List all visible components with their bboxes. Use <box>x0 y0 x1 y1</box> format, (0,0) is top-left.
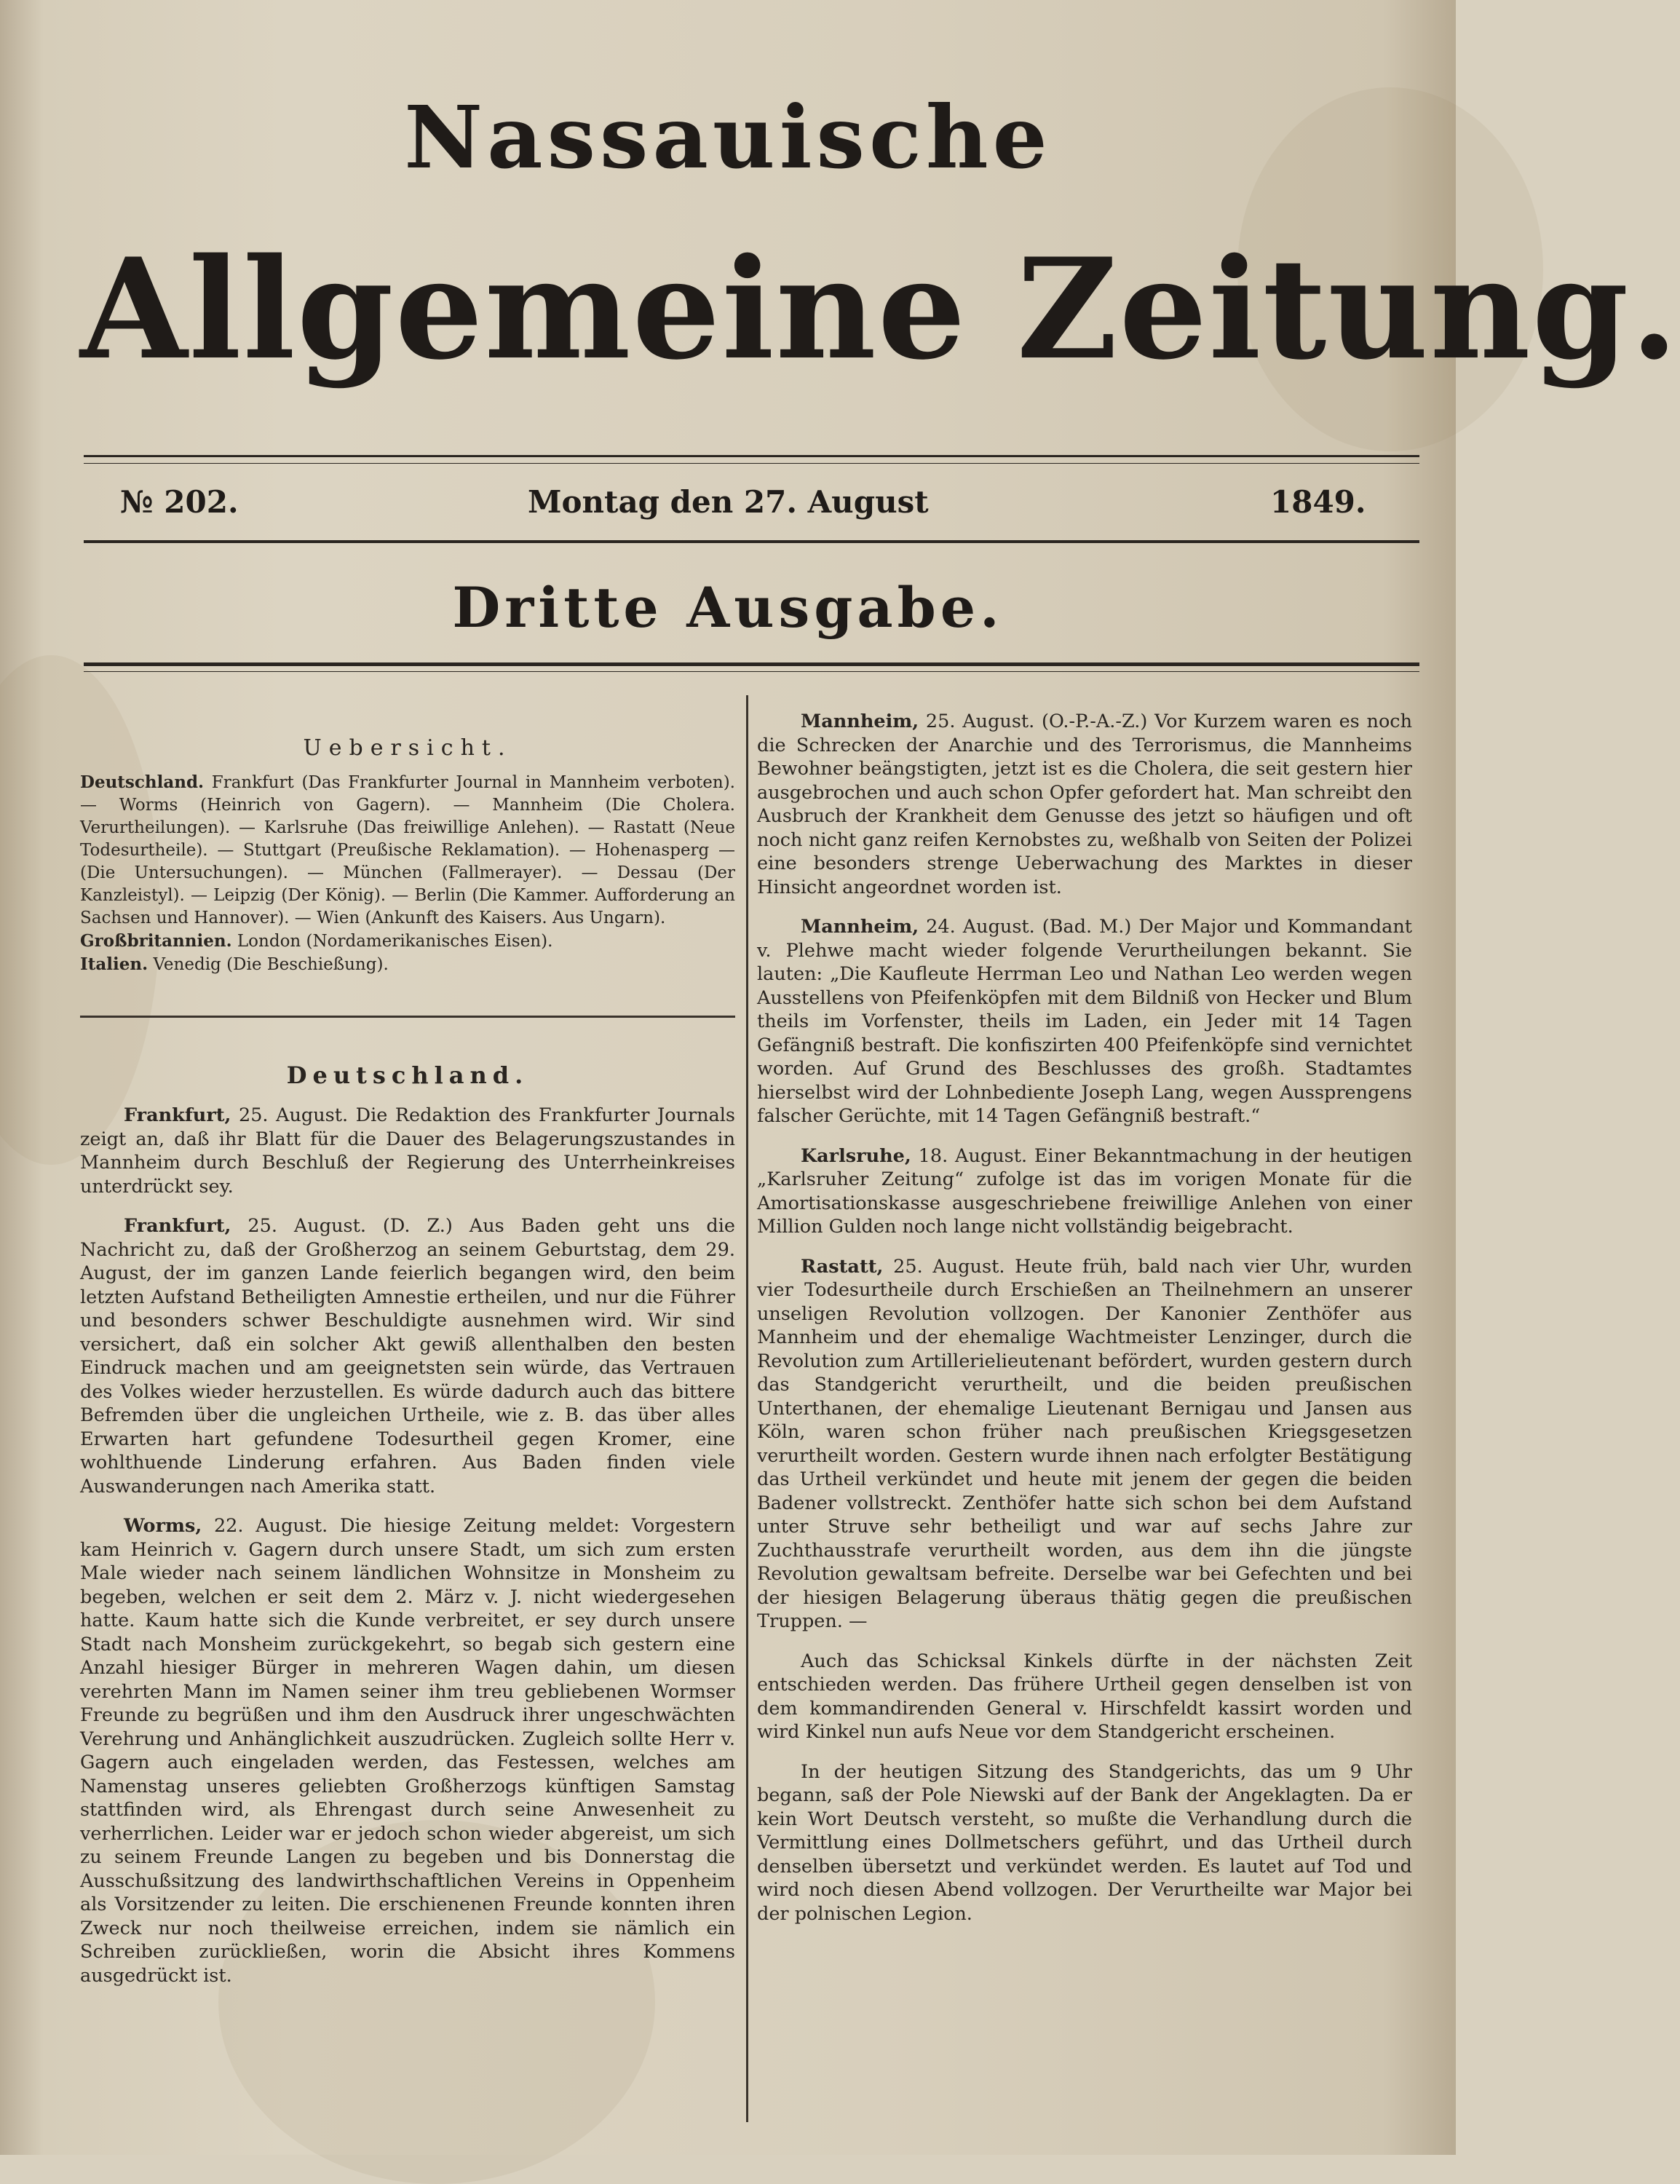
left-column <box>80 699 735 1987</box>
masthead-rule-top <box>84 455 1419 457</box>
article <box>757 1650 1412 1744</box>
issue-year: 1849. <box>1270 484 1366 520</box>
section-head-deutschland: Deutschland. <box>286 1061 529 1089</box>
article <box>757 1144 1412 1239</box>
overview-country: Italien. <box>80 954 148 974</box>
article-place: Rastatt, <box>801 1255 884 1278</box>
article-place: Frankfurt, <box>124 1104 231 1126</box>
issue-number: № 202. <box>120 484 239 520</box>
overview-text: Venedig (Die Beschießung). <box>153 955 389 974</box>
masthead-line-1: Nassauische <box>404 87 1052 188</box>
article <box>757 710 1412 899</box>
issue-date: Montag den 27. August <box>528 484 929 520</box>
article-place: Mannheim, <box>801 711 919 732</box>
column-divider <box>746 695 748 2122</box>
overview-title: Uebersicht. <box>303 735 512 761</box>
article-text: 25. August. (D. Z.) Aus Baden geht uns die Nachricht zu, daß der Großherzog an seinem Geburtstag, dem 29. August, der im ganzen Lande feierlich begangen wird, den beim letzten Aufstand Betheiligten Amnestie ertheilen, und nur die Führer und besonders schwer Beschuldigte ausnehmen wird. Wir sind versichert, daß ein solcher Akt gewiß allenthalben den besten Eindruck machen und am geeignetsten sein würde, das Vertrauen des Volkes wieder herzustellen. Es würde dadurch auch das bittere Befremden über die ungleichen Urtheile, wie z. B. das über alles Erwarten hart gefundene Todesurtheil gegen Kromer, eine wohlthuende Linderung erfahren. Aus Baden finden viele Auswanderungen nach Amerika statt. <box>80 1215 735 1497</box>
overview-text: London (Nordamerikanisches Eisen). <box>237 932 553 951</box>
right-column <box>757 710 1412 1926</box>
article-place: Worms, <box>124 1515 202 1537</box>
article-text: Auch das Schicksal Kinkels dürfte in der nächsten Zeit entschieden werden. Das frühere Urtheil gegen denselben ist von dem kommandirenden General v. Hirschfeldt kassirt worden und wird Kinkel nun aufs Neue vor dem Standgericht erscheinen. <box>757 1650 1412 1743</box>
article-text: 25. August. (O.-P.-A.-Z.) Vor Kurzem waren es noch die Schrecken der Anarchie und des Terrorismus, die Mannheims Bewohner beängstigten, jetzt ist es die Cholera, die seit gestern hier ausgebrochen und auch schon Opfer gefordert hat. Man schreibt den Ausbruch der Krankheit dem Genusse des jetzt so häufigen und oft noch nicht ganz reifen Kernobstes zu, weßhalb von Seiten der Polizei eine besonders strenge Ueberwachung des Marktes in dieser Hinsicht angeordnet worden ist. <box>757 711 1412 898</box>
article-place: Frankfurt, <box>124 1215 231 1237</box>
overview-country: Deutschland. <box>80 772 205 792</box>
edition-title: Dritte Ausgabe. <box>452 575 1004 640</box>
masthead-rule-top-thin <box>84 463 1419 464</box>
edition-rule-thin <box>84 671 1419 672</box>
article <box>80 1214 735 1498</box>
article-text: 22. August. Die hiesige Zeitung meldet: Vorgestern kam Heinrich v. Gagern durch unsere Stadt, um sich zum ersten Male wieder nach seinem ländlichen Wohnsitze in Monsheim zu begeben, welchen er seit dem 2. März v. J. nicht wiedergesehen hatte. Kaum hatte sich die Kunde verbreitet, er sey durch unsere Stadt nach Monsheim zurückgekehrt, so begab sich gestern eine Anzahl hiesiger Bürger in mehreren Wagen dahin, um diesen verehrten Mann im Namen seiner ihm treu gebliebenen Wormser Freunde zu begrüßen und ihm den Ausdruck ihrer ungeschwächten Verehrung und Anhänglichkeit auszudrücken. Zugleich sollte Herr v. Gagern auch eingeladen werden, das Festessen, welches am Namenstag unseres geliebten Großherzogs künftigen Samstag stattfinden wird, als Ehrengast durch seine Anwesenheit zu verherrlichen. Leider war er jedoch schon wieder abgereist, um sich zu seinem Freunde Langen zu begeben und bis Donnerstag die Ausschußsitzung des landwirthschaftlichen Vereins in Oppenheim als Vorsitzender zu leiten. Die erschienenen Freunde konnten ihren Zweck nur noch theilweise erreichen, indem sie nämlich ein Schreiben zurückließen, worin die Absicht ihres Kommens ausgedrückt ist. <box>80 1515 736 1987</box>
article-text: 18. August. Einer Bekanntmachung in der heutigen „Karlsruher Zeitung“ zufolge ist das im vorigen Monate für die Amortisationskasse ausgeschriebene freiwillige Anlehen von einer Million Gulden noch lange nicht vollständig beigebracht. <box>757 1144 1412 1238</box>
overview-entry <box>80 930 735 953</box>
article <box>80 1514 735 1987</box>
dateline-rule <box>84 540 1419 543</box>
article <box>757 915 1412 1128</box>
article <box>757 1255 1412 1634</box>
article <box>757 1760 1412 1926</box>
overview-entry <box>80 953 735 976</box>
article-place: Karlsruhe, <box>801 1144 911 1167</box>
overview-text: Frankfurt (Das Frankfurter Journal in Mannheim verboten). — Worms (Heinrich von Gagern). — Mannheim (Die Cholera. Verurtheilungen). — Karlsruhe (Das freiwillige Anlehen). — Rastatt (Neue Todesurtheile). — Stuttgart (Preußische Reklamation). — Hohenasperg — (Die Untersuchungen). — München (Fallmerayer). — Dessau (Der Kanzleistyl). — Leipzig (Der König). — Berlin (Die Kammer. Aufforderung an Sachsen und Hannover). — Wien (Ankunft des Kaisers. Aus Ungarn). <box>80 773 735 927</box>
masthead-line-2: Allgemeine Zeitung. <box>80 228 1680 390</box>
article <box>80 1104 735 1198</box>
overview-entry <box>80 771 735 930</box>
article-text: In der heutigen Sitzung des Standgerichts, das um 9 Uhr begann, saß der Pole Niewski auf der Bank der Angeklagten. Da er kein Wort Deutsch versteht, so mußte die Verhandlung durch die Vermittlung eines Dollmetschers geführt, und das Urtheil durch denselben übersetzt und verkündet werden. Es lautet auf Tod und wird noch diesen Abend vollzogen. Der Verurtheilte war Major bei der polnischen Legion. <box>757 1760 1412 1925</box>
article-text: 24. August. (Bad. M.) Der Major und Kommandant v. Plehwe macht wieder folgende Verurtheilungen bekannt. Sie lauten: „Die Kaufleute Herrman Leo und Nathan Leo werden wegen Ausstellens von Pfeifenköpfen mit dem Bildniß von Hecker und Blum theils im Vorfenster, theils im Laden, ein Jeder mit 14 Tagen Gefängniß bestraft. Die konfiszirten 400 Pfeifenköpfe sind vernichtet worden. Auf Grund des Beschlusses des großh. Stadtamtes hierselbst wird der Lohnbediente Joseph Lang, wegen Aussprengens falscher Gerüchte, mit 14 Tagen Gefängniß bestraft.“ <box>757 916 1412 1127</box>
edition-rule <box>84 662 1419 666</box>
article-place: Mannheim, <box>801 916 919 938</box>
article-text: 25. August. Die Redaktion des Frankfurter Journals zeigt an, daß ihr Blatt für die Dauer des Belagerungszustandes in Mannheim durch Beschluß der Regierung des Unterrheinkreises unterdrückt sey. <box>80 1104 735 1198</box>
section-divider <box>80 1016 735 1018</box>
dateline <box>84 484 1387 528</box>
overview-country: Großbritannien. <box>80 931 232 951</box>
article-text: 25. August. Heute früh, bald nach vier Uhr, wurden vier Todesurtheile durch Erschießen an Theilnehmern an unserer unseligen Revolution vollzogen. Der Kanonier Zenthöfer aus Mannheim und der ehemalige Wachtmeister Lenzinger, durch die Revolution zum Artillerielieutenant befördert, wurden gestern durch das Standgericht verurtheilt, und die beiden preußischen Unterthanen, der ehemalige Lieutenant Bernigau und Jansen aus Köln, waren schon früher nach preußischen Kriegsgesetzen verurtheilt worden. Gestern wurde ihnen nach erfolgter Bestätigung das Urtheil verkündet und heute mit jenem der gegen die beiden Badener vollstreckt. Zenthöfer hatte sich schon bei dem Aufstand unter Struve sehr betheiligt und war auf sechs Jahre zur Zuchthausstrafe verurtheilt worden, aus dem ihn die jüngste Revolution gewaltsam befreite. Derselbe war bei Gefechten und bei der hiesigen Belagerung überaus thätig gegen die preußischen Truppen. — <box>757 1255 1412 1632</box>
